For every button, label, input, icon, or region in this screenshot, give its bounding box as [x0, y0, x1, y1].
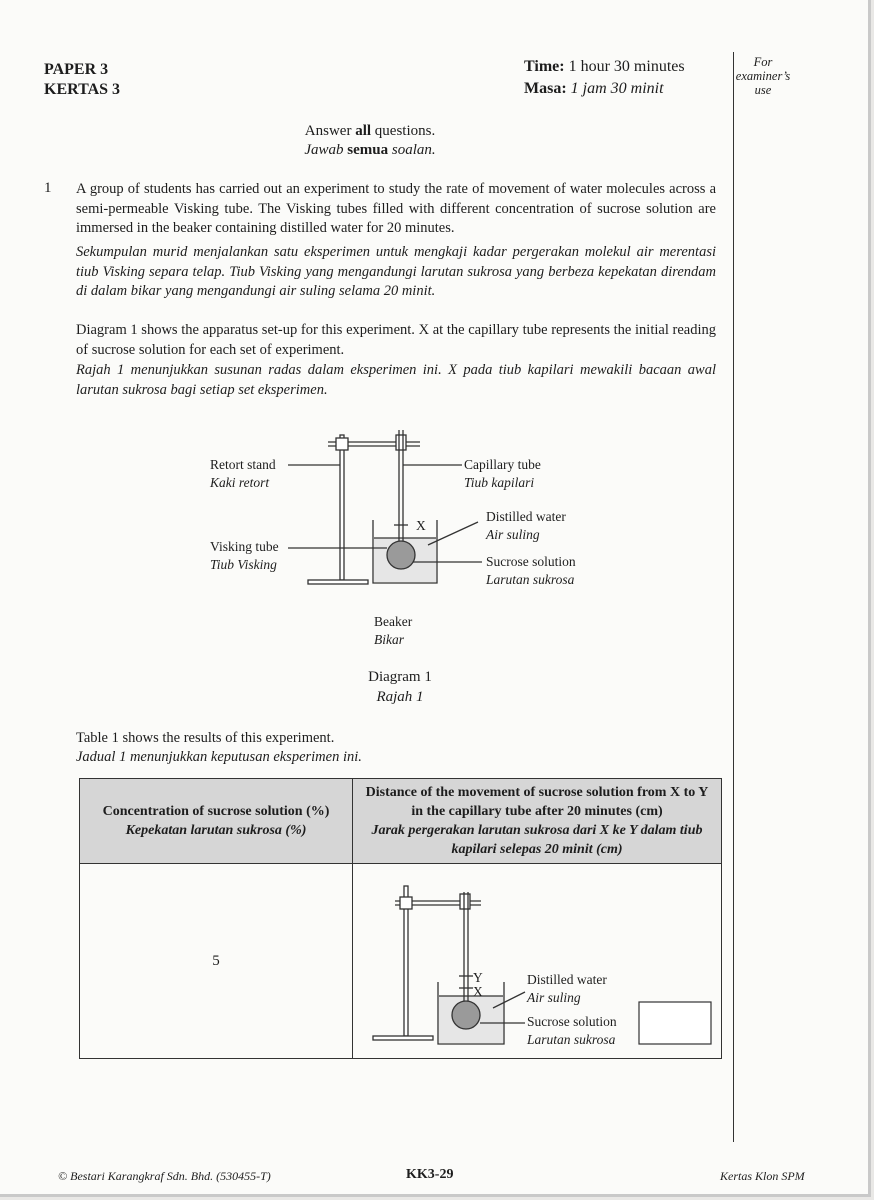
header-concentration-ms: Kepekatan larutan sukrosa (%)	[125, 823, 307, 838]
diagram-description-en: Diagram 1 shows the apparatus set-up for this experiment. X at the capillary tube represents the initial reading of sucrose solution for each set of experiment.	[76, 322, 716, 358]
row-label-sucrose-ms: Larutan sukrosa	[527, 1032, 616, 1047]
examiner-line-3: use	[754, 83, 772, 97]
header-concentration-en: Concentration of sucrose solution (%)	[102, 804, 330, 819]
examiner-line-1: For	[753, 55, 773, 69]
label-visking-ms: Tiub Visking	[210, 557, 277, 572]
label-retort-en: Retort stand	[210, 457, 276, 472]
footer-page-code: KK3-29	[406, 1167, 454, 1182]
cell-concentration: 5	[80, 864, 353, 1059]
time-value-ms: 1 jam 30 minit	[570, 80, 664, 97]
label-distilled-en: Distilled water	[486, 509, 566, 524]
paper-title-ms: KERTAS 3	[44, 81, 121, 98]
label-retort-ms: Kaki retort	[210, 475, 270, 490]
question-intro-en: A group of students has carried out an experiment to study the rate of movement of water molecules across a semi-permeable Visking tube. The Visking tubes filled with different concentration of sucrose solution are immersed in the beaker containing distilled water for 20 minutes.	[76, 181, 716, 236]
row-retort-base	[373, 1036, 433, 1040]
retort-base	[308, 580, 368, 584]
label-visking-tube	[210, 538, 279, 574]
header-distance	[353, 779, 722, 864]
instructions	[180, 122, 560, 160]
question-intro-ms: Sekumpulan murid menjalankan satu eksperimen untuk mengkaji kadar pergerakan molekul air merentasi tiub Visking separa telap. Tiub Visking yang mengandungi larutan sukrosa yang berbeza kepekatan direndam di dalam bikar yang mengandungi air suling selama 20 minit.	[76, 244, 716, 299]
row-label-mark-y: Y	[473, 970, 483, 985]
instr-en-pre: Answer	[304, 123, 352, 139]
time-value-en: 1 hour 30 minutes	[568, 58, 685, 75]
row-label-sucrose-solution	[527, 1013, 617, 1049]
label-sucrose-solution	[486, 553, 576, 589]
header-concentration	[80, 779, 353, 864]
label-beaker	[374, 613, 412, 649]
row-label-distilled-ms: Air suling	[527, 990, 581, 1005]
footer-series: Kertas Klon SPM	[720, 1169, 805, 1183]
examiner-margin-line	[733, 52, 734, 1142]
table-description-en: Table 1 shows the results of this experiment.	[76, 730, 335, 746]
instr-ms-bold: semua	[347, 142, 389, 158]
table-description-ms: Jadual 1 menunjukkan keputusan eksperimen ini.	[76, 749, 362, 765]
time-label-ms: Masa:	[524, 80, 567, 97]
instruction-ms	[180, 141, 560, 160]
leader-distilled	[428, 522, 478, 545]
caption-ms: Rajah 1	[376, 689, 424, 705]
label-visking-en: Visking tube	[210, 539, 279, 554]
instr-en-bold: all	[355, 123, 372, 139]
table-header-row	[80, 779, 722, 864]
question-number: 1	[44, 180, 52, 196]
table-row	[80, 864, 722, 1059]
row-visking-tube	[452, 1001, 480, 1029]
results-table	[79, 778, 722, 1059]
diagram-caption	[300, 667, 500, 707]
header-distance-en: Distance of the movement of sucrose solution from X to Y in the capillary tube after 20 minutes (cm)	[365, 785, 709, 819]
time-label-en: Time:	[524, 58, 565, 75]
cell-distance	[353, 864, 722, 1059]
row-label-distilled-water	[527, 971, 607, 1007]
diagram-description-ms: Rajah 1 menunjukkan susunan radas dalam eksperimen ini. X pada tiub kapilari mewakili bacaan awal larutan sukrosa bagi setiap set eksperimen.	[76, 362, 716, 398]
label-beaker-en: Beaker	[374, 614, 413, 629]
row-apparatus	[353, 864, 721, 1058]
row-label-distilled-en: Distilled water	[527, 972, 607, 987]
diagram-1	[200, 425, 620, 655]
visking-tube	[387, 541, 415, 569]
boss-head	[336, 438, 348, 450]
clamp	[396, 435, 406, 450]
label-capillary-en: Capillary tube	[464, 457, 541, 472]
label-beaker-ms: Bikar	[374, 632, 404, 647]
time-info	[524, 56, 685, 100]
header-distance-ms: Jarak pergerakan larutan sukrosa dari X ke Y dalam tiub kapilari selepas 20 minit (cm)	[371, 823, 703, 857]
label-retort-stand	[210, 456, 276, 492]
label-sucrose-en: Sucrose solution	[486, 554, 576, 569]
answer-box	[639, 1002, 711, 1044]
row-label-mark-x: X	[473, 984, 483, 999]
instr-ms-pre: Jawab	[304, 142, 344, 158]
label-capillary-tube	[464, 456, 541, 492]
row-label-sucrose-en: Sucrose solution	[527, 1014, 617, 1029]
caption-en: Diagram 1	[368, 669, 432, 685]
label-sucrose-ms: Larutan sukrosa	[486, 572, 575, 587]
label-distilled-water	[486, 508, 566, 544]
paper-title	[44, 60, 120, 100]
instr-ms-post: soalan.	[391, 142, 436, 158]
examiner-use-label	[728, 55, 798, 97]
paper-title-en: PAPER 3	[44, 61, 109, 78]
examiner-line-2: examiner’s	[735, 69, 791, 83]
label-distilled-ms: Air suling	[486, 527, 540, 542]
instruction-en	[180, 122, 560, 141]
label-mark-x: X	[416, 518, 426, 533]
retort-rod	[340, 435, 344, 580]
footer-copyright: © Bestari Karangkraf Sdn. Bhd. (530455-T)	[58, 1169, 271, 1183]
row-boss-head	[400, 897, 412, 909]
instr-en-post: questions.	[374, 123, 436, 139]
label-capillary-ms: Tiub kapilari	[464, 475, 535, 490]
